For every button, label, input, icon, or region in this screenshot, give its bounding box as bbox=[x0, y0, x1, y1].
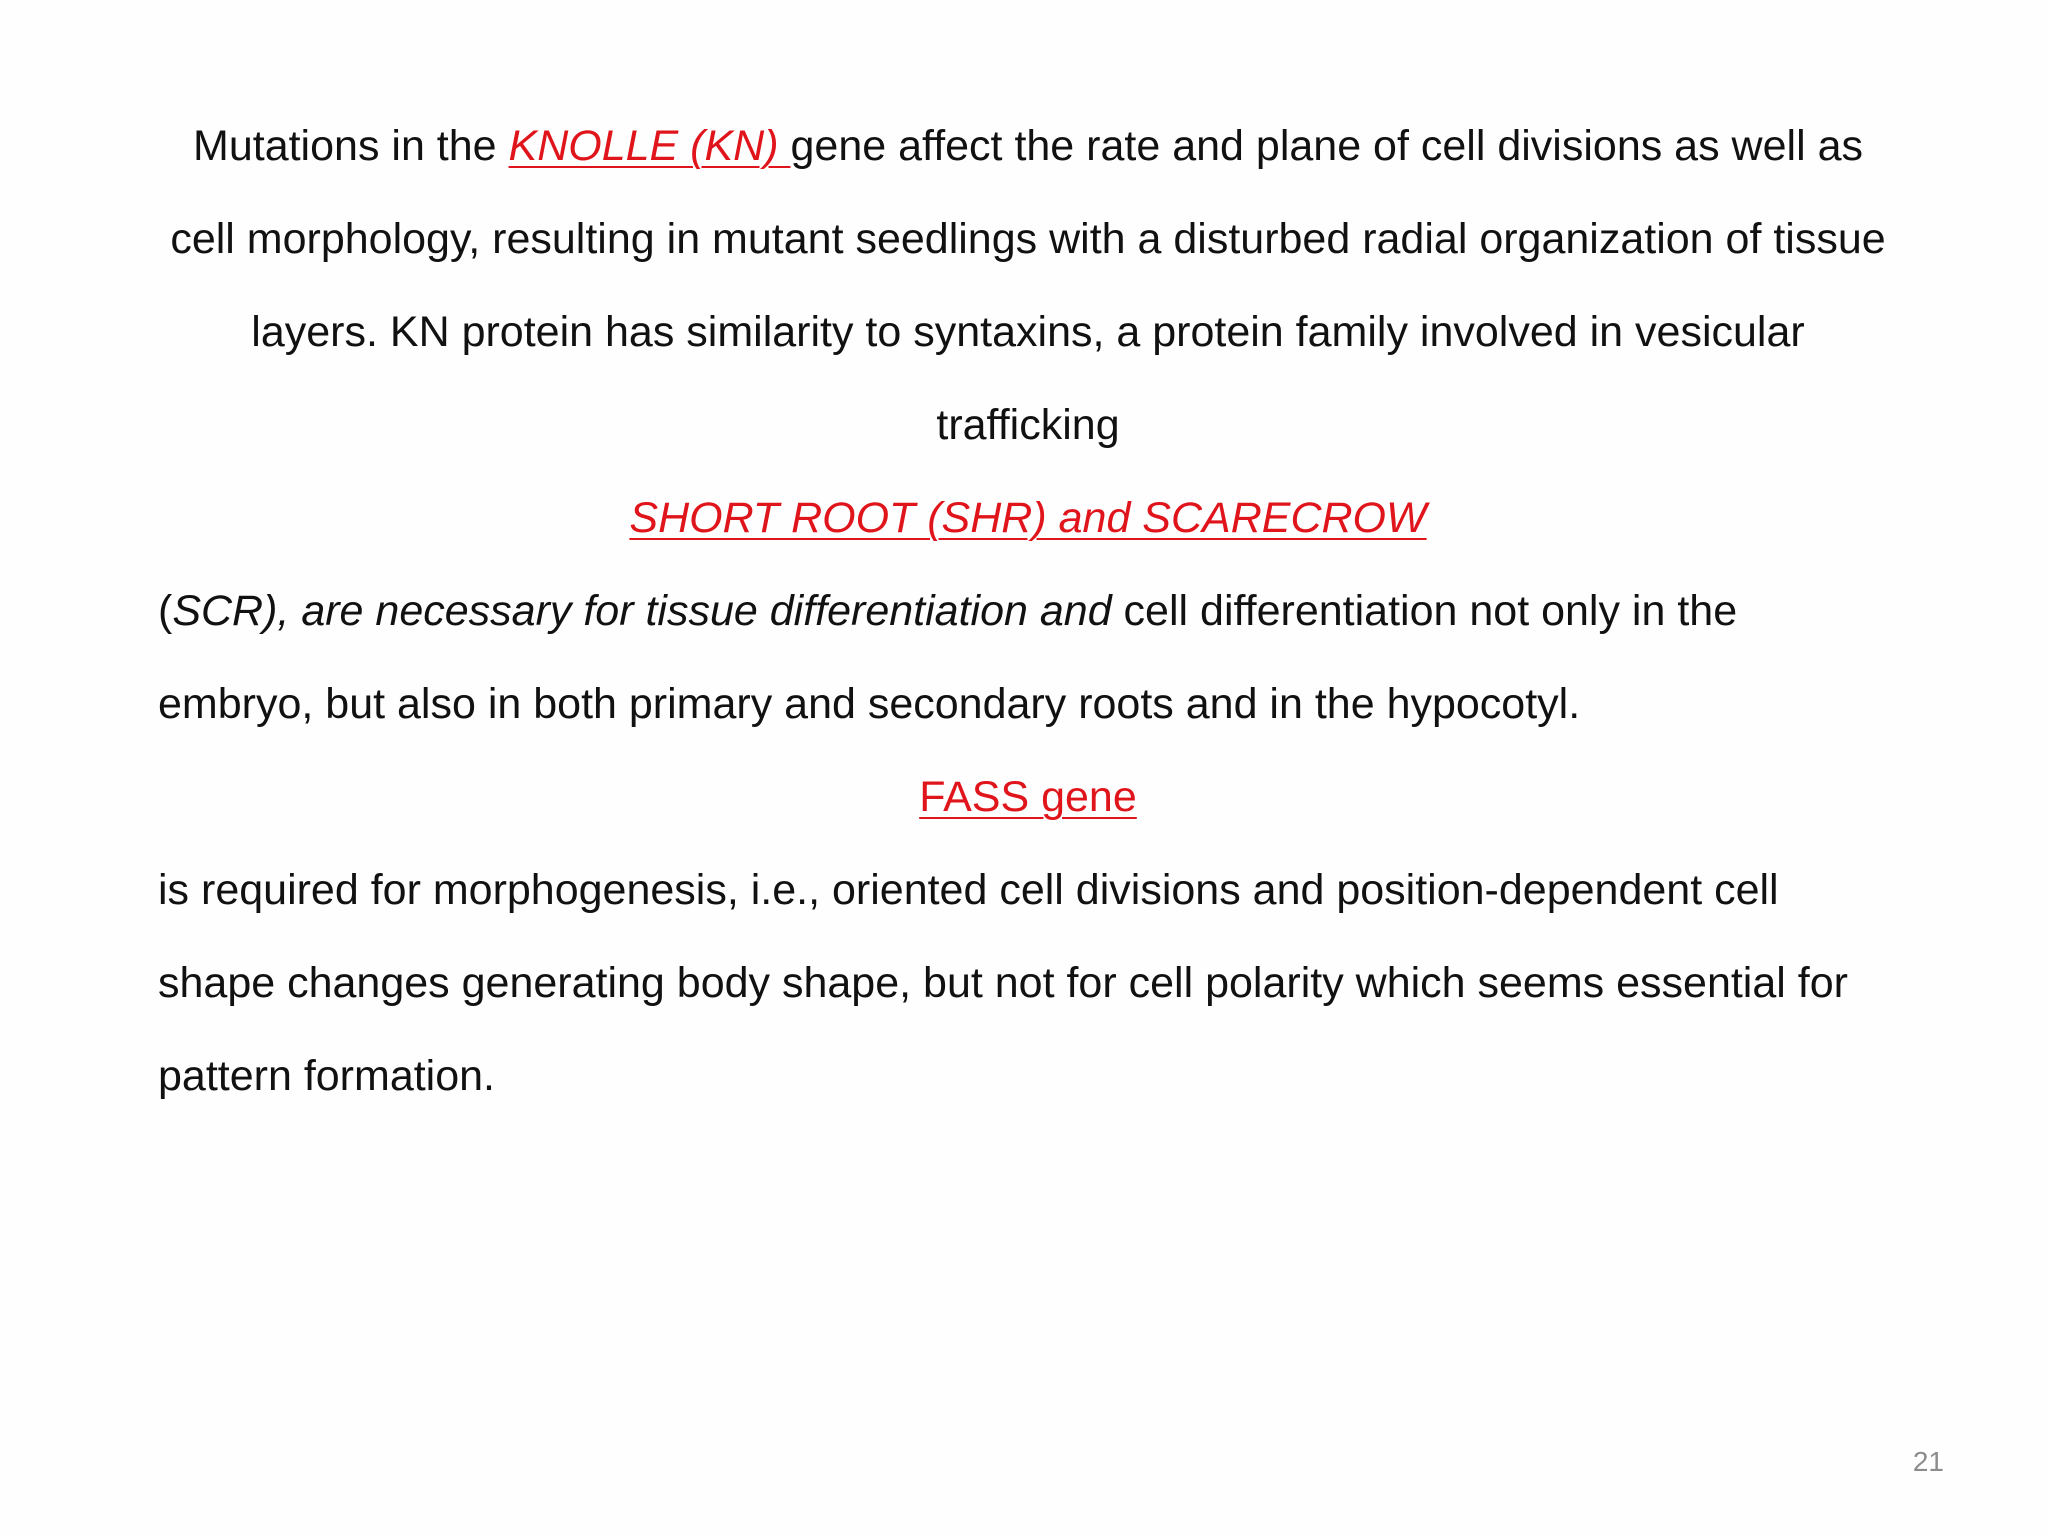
shr-scarecrow-title: SHORT ROOT (SHR) and SCARECROW bbox=[629, 494, 1427, 542]
knolle-description-text: gene affect the rate and plane of cell divisions as well as cell morphology, resulting in mutant seedlings with a disturbed radial organization of tissue layers. KN protein has similarity to syntaxins, a protein family involved in vesicular trafficking bbox=[170, 122, 1886, 449]
scr-open-paren: ( bbox=[158, 587, 173, 635]
scr-paragraph bbox=[158, 565, 1898, 751]
fass-gene-title: FASS gene bbox=[919, 773, 1137, 821]
scr-italic-text: SCR), are necessary for tissue differentiation and bbox=[172, 587, 1112, 635]
knolle-paragraph bbox=[158, 100, 1898, 472]
shr-scarecrow-heading bbox=[158, 472, 1898, 565]
knolle-intro-text: Mutations in the bbox=[193, 122, 509, 170]
fass-description-text: is required for morphogenesis, i.e., oriented cell divisions and position-dependent cell shape changes generating body shape, but not for cell polarity which seems essential for pattern formation. bbox=[158, 866, 1848, 1100]
knolle-gene-name: KNOLLE (KN) bbox=[508, 122, 791, 170]
scr-description-text: cell differentiation not only in the embryo, but also in both primary and secondary roots and in the hypocotyl. bbox=[158, 587, 1738, 728]
slide-body bbox=[158, 100, 1898, 1123]
fass-heading bbox=[158, 751, 1898, 844]
page-number: 21 bbox=[1912, 1446, 1944, 1477]
fass-paragraph bbox=[158, 844, 1898, 1123]
